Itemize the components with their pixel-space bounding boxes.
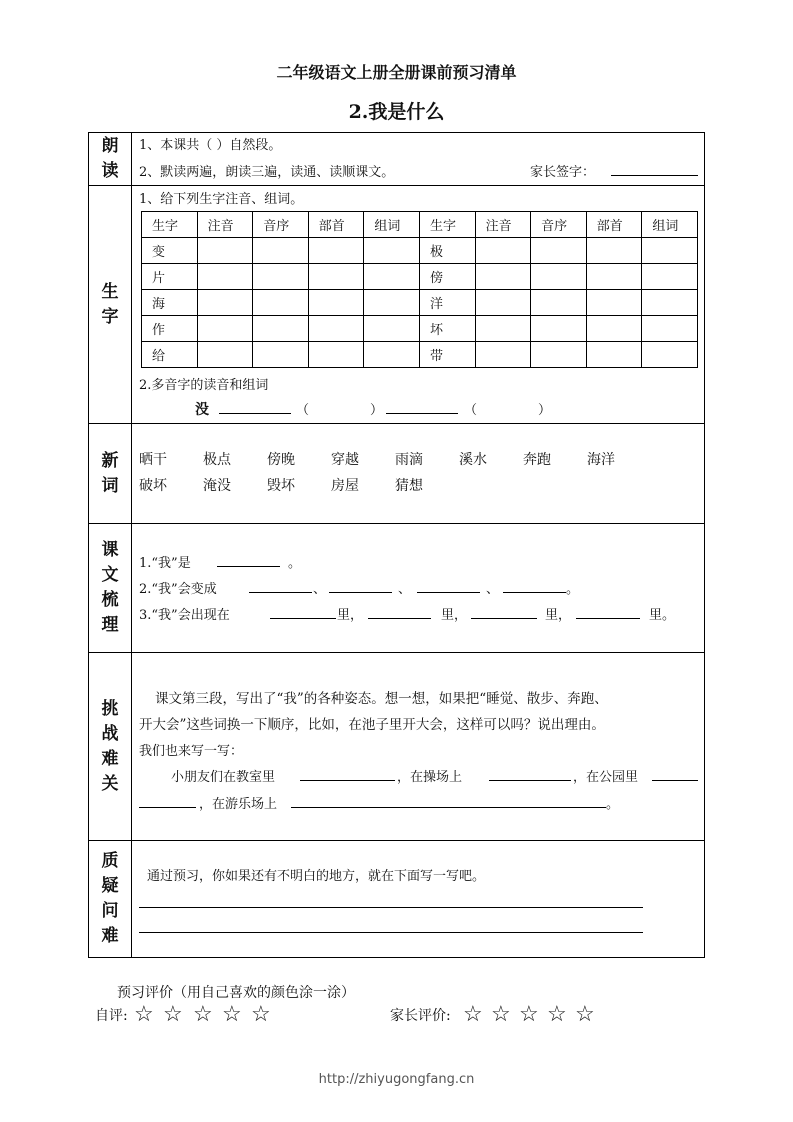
grid-header-cell: 注音 [197,212,253,238]
question-writing-line[interactable] [139,907,643,908]
grid-answer-cell[interactable] [364,290,420,316]
lesson-title: 2.我是什么 [348,101,445,123]
grid-answer-cell[interactable] [475,238,531,264]
grid-answer-cell[interactable] [197,342,253,368]
grid-answer-cell[interactable] [642,290,698,316]
label-char: 难 [101,748,119,769]
label-char: 战 [101,723,119,744]
polyphone-pinyin-blank[interactable] [219,401,291,414]
writing-blank[interactable] [300,768,395,781]
challenge-paragraph: 开大会”这些词换一下顺序，比如，在池子里开大会，这样可以吗？说出理由。 [139,717,605,733]
new-word: 房屋 [331,478,359,494]
star-icon[interactable]: ☆ [519,1002,539,1027]
punctuation: 。 [566,582,580,597]
grid-answer-cell[interactable] [642,264,698,290]
writing-prompt: ，在公园里 [573,770,639,785]
section-label-new-words [89,424,131,523]
structure-question-1: 1.“我”是 [139,556,191,571]
label-char: 难 [101,926,119,946]
paren-close: ） [538,403,552,418]
section-label-challenge [89,653,131,840]
writing-prompt: 小朋友们在教室里 [171,770,276,785]
punctuation: 里， [441,608,468,623]
grid-answer-cell[interactable] [308,264,364,290]
paren-open: （ [464,403,478,418]
grid-answer-cell[interactable] [475,316,531,342]
character-instruction: 1、给下列生字注音、组词。 [139,192,304,207]
footer-url[interactable]: http://zhiyugongfang.cn [318,1072,475,1087]
challenge-paragraph: 我们也来写一写： [139,744,244,759]
label-char: 课 [101,540,119,560]
answer-blank[interactable] [576,606,640,619]
grid-header-row [142,212,698,238]
grid-answer-cell[interactable] [475,290,531,316]
grid-answer-cell[interactable] [586,238,642,264]
grid-header-cell: 部首 [308,212,364,238]
grid-answer-cell[interactable] [197,238,253,264]
polyphone-pinyin-blank[interactable] [386,401,458,414]
table-divider [131,132,132,958]
answer-blank[interactable] [217,554,280,567]
structure-question-3: 3.“我”会出现在 [139,608,230,623]
new-word: 傍晚 [267,452,295,468]
star-icon[interactable]: ☆ [547,1002,567,1027]
answer-blank[interactable] [249,580,312,593]
evaluation-title: 预习评价（用自己喜欢的颜色涂一涂） [117,985,355,1001]
answer-blank[interactable] [329,580,392,593]
paragraph-count-question: 1、本课共（ ）自然段。 [139,138,282,153]
grid-answer-cell[interactable] [586,264,642,290]
parent-signature-blank[interactable] [611,163,698,176]
grid-answer-cell[interactable] [197,316,253,342]
label-char: 挑 [101,698,119,719]
grid-answer-cell[interactable] [197,264,253,290]
questions-prompt: 通过预习，你如果还有不明白的地方，就在下面写一写吧。 [147,869,486,884]
punctuation: 里。 [649,608,676,623]
answer-blank[interactable] [417,580,480,593]
structure-question-2: 2.“我”会变成 [139,582,217,597]
grid-answer-cell[interactable] [642,238,698,264]
writing-blank[interactable] [489,768,571,781]
grid-answer-cell[interactable] [531,238,587,264]
grid-answer-cell[interactable] [531,342,587,368]
grid-answer-cell[interactable] [253,238,309,264]
polyphone-title: 2.多音字的读音和组词 [139,378,269,393]
label-char: 生 [101,281,119,302]
section-label-structure [89,524,131,652]
self-evaluation-label: 自评: [95,1008,128,1024]
grid-row [142,342,698,368]
new-word: 淹没 [203,478,231,494]
label-char: 理 [101,615,119,635]
grid-answer-cell[interactable] [364,316,420,342]
parent-evaluation-label: 家长评价: [390,1008,451,1024]
reading-instruction: 2、默读两遍，朗读三遍，读通、读顺课文。 [139,165,395,180]
new-word: 奔跑 [523,452,551,468]
paren-close: ） [370,403,384,418]
section-label-reading [89,133,131,185]
grid-answer-cell[interactable] [364,238,420,264]
grid-answer-cell[interactable] [308,238,364,264]
grid-character-cell: 作 [142,316,198,342]
new-word: 晒干 [139,452,167,468]
label-char: 朗 [101,136,119,156]
grid-answer-cell[interactable] [197,290,253,316]
grid-answer-cell[interactable] [364,264,420,290]
grid-answer-cell[interactable] [253,290,309,316]
label-char: 文 [101,565,119,585]
star-icon[interactable]: ☆ [491,1002,511,1027]
label-char: 质 [101,851,119,871]
label-char: 梳 [101,590,119,610]
grid-answer-cell[interactable] [642,342,698,368]
grid-answer-cell[interactable] [531,316,587,342]
row-separator [88,185,705,186]
question-writing-line[interactable] [139,932,643,933]
new-word: 极点 [203,452,231,468]
grid-answer-cell[interactable] [531,264,587,290]
answer-blank[interactable] [503,580,566,593]
label-char: 词 [101,475,119,496]
new-word: 破坏 [139,478,167,494]
grid-header-cell: 生字 [142,212,198,238]
character-grid [141,211,698,368]
polyphone-character: 没 [195,402,209,418]
row-separator [88,652,705,653]
punctuation: 、 [398,582,412,597]
grid-character-cell: 带 [419,342,475,368]
writing-prompt: ，在操场上 [397,770,463,785]
new-word: 毁坏 [267,478,295,494]
star-icon[interactable]: ☆ [251,1002,271,1027]
punctuation: 、 [486,582,500,597]
grid-answer-cell[interactable] [364,342,420,368]
new-word: 雨滴 [395,452,423,468]
star-icon[interactable]: ☆ [463,1002,483,1027]
label-char: 疑 [101,876,119,896]
grid-answer-cell[interactable] [308,316,364,342]
grid-header-cell: 组词 [642,212,698,238]
grid-character-cell: 洋 [419,290,475,316]
row-separator [88,840,705,841]
grid-character-cell: 给 [142,342,198,368]
punctuation: 。 [288,556,302,571]
paren-open: （ [296,403,310,418]
grid-row [142,290,698,316]
writing-blank[interactable] [652,768,698,781]
grid-answer-cell[interactable] [586,290,642,316]
punctuation: 、 [313,582,327,597]
grid-character-cell: 海 [142,290,198,316]
grid-answer-cell[interactable] [253,264,309,290]
grid-answer-cell[interactable] [586,316,642,342]
grid-header-cell: 部首 [586,212,642,238]
document-title: 二年级语文上册全册课前预习清单 [276,63,517,82]
star-icon[interactable]: ☆ [134,1002,154,1027]
grid-answer-cell[interactable] [475,342,531,368]
row-separator [88,523,705,524]
grid-header-cell: 音序 [531,212,587,238]
section-label-questions [89,841,131,957]
grid-answer-cell[interactable] [531,290,587,316]
grid-character-cell: 变 [142,238,198,264]
star-icon[interactable]: ☆ [193,1002,213,1027]
new-word: 海洋 [587,452,615,468]
grid-character-cell: 片 [142,264,198,290]
star-icon[interactable]: ☆ [222,1002,242,1027]
grid-answer-cell[interactable] [642,316,698,342]
answer-blank[interactable] [270,606,336,619]
punctuation: 里， [545,608,572,623]
writing-blank[interactable] [139,795,196,808]
new-word: 溪水 [459,452,487,468]
grid-header-cell: 生字 [419,212,475,238]
challenge-paragraph: 课文第三段，写出了“我”的各种姿态。想一想，如果把“睡觉、散步、奔跑、 [155,691,608,707]
star-icon[interactable]: ☆ [575,1002,595,1027]
grid-answer-cell[interactable] [308,342,364,368]
section-label-characters [89,186,131,423]
writing-blank[interactable] [291,795,606,808]
new-word: 猜想 [395,478,423,494]
punctuation: 里， [337,608,364,623]
grid-character-cell: 傍 [419,264,475,290]
grid-answer-cell[interactable] [253,316,309,342]
grid-character-cell: 极 [419,238,475,264]
grid-row [142,264,698,290]
grid-answer-cell[interactable] [253,342,309,368]
punctuation: 。 [606,797,620,812]
grid-answer-cell[interactable] [308,290,364,316]
grid-answer-cell[interactable] [586,342,642,368]
star-icon[interactable]: ☆ [163,1002,183,1027]
grid-header-cell: 注音 [475,212,531,238]
grid-header-cell: 组词 [364,212,420,238]
label-char: 读 [101,161,119,181]
grid-answer-cell[interactable] [475,264,531,290]
row-separator [88,423,705,424]
grid-row [142,316,698,342]
new-word: 穿越 [331,452,359,468]
grid-character-cell: 坏 [419,316,475,342]
answer-blank[interactable] [471,606,537,619]
writing-prompt: ，在游乐场上 [199,797,278,812]
grid-header-cell: 音序 [253,212,309,238]
grid-row [142,238,698,264]
label-char: 新 [101,450,119,471]
answer-blank[interactable] [368,606,431,619]
label-char: 问 [101,901,119,921]
parent-signature-label: 家长签字： [530,165,596,180]
label-char: 字 [101,306,119,327]
label-char: 关 [101,773,119,794]
